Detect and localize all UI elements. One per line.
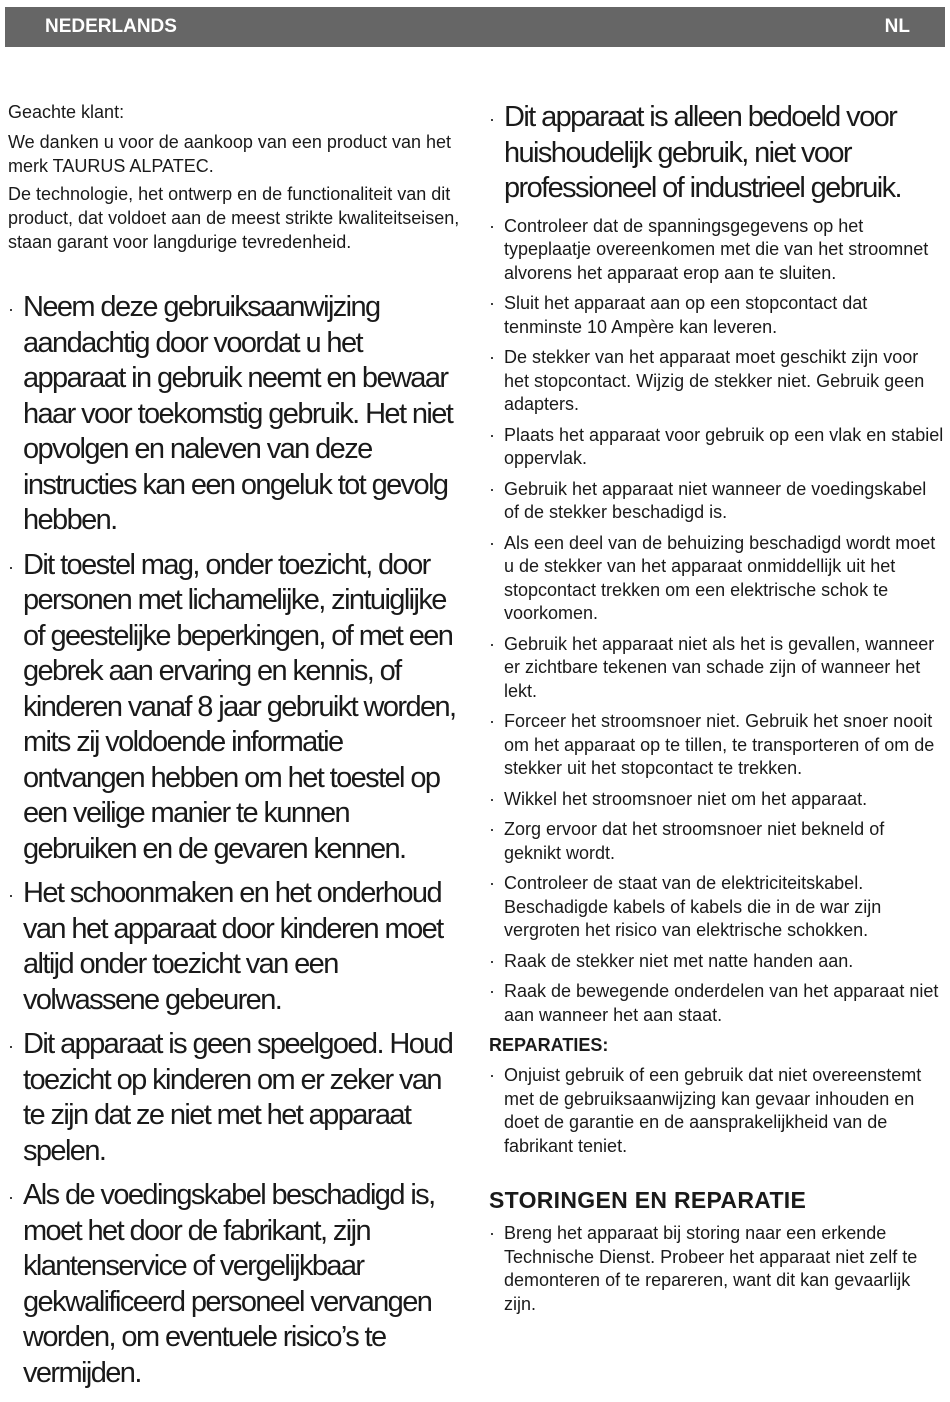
list-item — [489, 710, 945, 781]
item-text: Gebruik het apparaat niet wanneer de voedingskabel of de stekker beschadigd is. — [504, 478, 927, 522]
bullet-icon: · — [489, 532, 495, 553]
bullet-icon: · — [489, 711, 495, 731]
item-text: Als een deel van de behuizing beschadigd wordt moet u de stekker van het apparaat onmiddellijk uit het stopcontact trekken om een elektrische schok te voorkomen. — [504, 532, 936, 623]
bullet-icon: · — [489, 1223, 495, 1243]
list-item — [8, 290, 468, 539]
bullet-icon: · — [489, 1065, 495, 1085]
bullet-icon: · — [489, 981, 495, 1001]
thanks-text: We danken u voor de aankoop van een product van het merk TAURUS ALPATEC. — [8, 132, 451, 176]
item-text: Gebruik het apparaat niet als het is gevallen, wanneer er zichtbare tekenen van schade zijn of wanneer het lekt. — [504, 633, 935, 701]
item-text: Raak de stekker niet met natte handen aan. — [504, 950, 854, 971]
warning-text: Dit toestel mag, onder toezicht, door personen met lichamelijke, zintuiglijke of geestelijke beperkingen, of met een gebrek aan ervaring en kennis, of kinderen vanaf 8 jaar gebruikt worden, mits zij voldoende informatie ontvangen hebben om het toestel op een veilige manier te kunnen gebruiken en de gevaren kennen. — [23, 548, 456, 865]
warning-text: Dit apparaat is alleen bedoeld voor huishoudelijk gebruik, niet voor professioneel of industrieel gebruik. — [504, 101, 902, 204]
list-item — [489, 950, 945, 974]
item-text: Sluit het apparaat aan op een stopcontact dat tenminste 10 Ampère kan leveren. — [504, 293, 868, 337]
bullet-icon: · — [8, 885, 14, 905]
left-column — [8, 100, 468, 1400]
language-header-bar — [5, 7, 945, 47]
item-text: Wikkel het stroomsnoer niet om het apparaat. — [504, 788, 868, 809]
bullet-icon: · — [489, 788, 495, 809]
list-item — [8, 548, 468, 868]
list-item — [489, 1222, 945, 1316]
greeting-text: Geachte klant: — [8, 102, 125, 122]
list-item — [489, 872, 945, 943]
bullet-icon: · — [8, 299, 14, 319]
bullet-icon: · — [489, 873, 495, 893]
item-text: Controleer de staat van de elektriciteitskabel. Beschadigde kabels of kabels die in de war zijn vergroten het risico van elektrische schokken. — [504, 873, 882, 940]
warning-text: Het schoonmaken en het onderhoud van het apparaat door kinderen moet altijd onder toezicht van een volwassene gebeuren. — [23, 877, 443, 1016]
faults-list — [489, 1222, 945, 1316]
bullet-icon: · — [489, 424, 495, 445]
language-name: NEDERLANDS — [45, 16, 177, 37]
safety-warnings-list — [8, 290, 468, 1391]
right-column — [489, 100, 945, 1323]
list-item — [489, 346, 945, 417]
language-code: NL — [884, 16, 910, 37]
list-item — [8, 1178, 468, 1391]
bullet-icon: · — [489, 478, 495, 499]
item-text: Raak de bewegende onderdelen van het apparaat niet aan wanneer het aan staat. — [504, 981, 939, 1025]
bullet-icon: · — [489, 950, 495, 971]
list-item — [8, 1027, 468, 1169]
repairs-heading: REPARATIES: — [489, 1035, 609, 1055]
list-item — [8, 876, 468, 1018]
list-item — [489, 1064, 945, 1158]
household-use-warning — [489, 100, 945, 207]
faults-heading: STORINGEN EN REPARATIE — [489, 1187, 807, 1213]
item-text: Controleer dat de spanningsgegevens op het typeplaatje overeenkomen met die van het stroomnet alvorens het apparaat erop aan te sluiten. — [504, 215, 929, 283]
warning-text: Neem deze gebruiksaanwijzing aandachtig door voordat u het apparaat in gebruik neemt en bewaar haar voor toekomstig gebruik. Het niet opvolgen en naleven van deze instructies kan een ongeluk tot gevolg hebben. — [23, 291, 453, 536]
list-item — [489, 980, 945, 1027]
intro-section — [8, 100, 468, 254]
warning-text: Dit apparaat is geen speelgoed. Houd toezicht op kinderen om er zeker van te zijn dat ze niet met het apparaat spelen. — [23, 1028, 453, 1167]
quality-text: De technologie, het ontwerp en de functionaliteit van dit product, dat voldoet aan de meest strikte kwaliteitseisen, staan garant voor langdurige tevredenheid. — [8, 184, 460, 252]
bullet-icon: · — [489, 633, 495, 654]
item-text: Breng het apparaat bij storing naar een erkende Technische Dienst. Probeer het apparaat niet zelf te demonteren of te repareren, want dit kan gevaarlijk zijn. — [504, 1223, 918, 1314]
item-text: Onjuist gebruik of een gebruik dat niet overeenstemt met de gebruiksaanwijzing kan gevaar inhouden en doet de garantie en de aansprakelijkheid van de fabrikant teniet. — [504, 1065, 922, 1156]
bullet-icon: · — [8, 1187, 14, 1207]
bullet-icon: · — [489, 293, 495, 313]
list-item — [489, 292, 945, 339]
bullet-icon: · — [8, 1036, 14, 1056]
warning-text: Als de voedingskabel beschadigd is, moet het door de fabrikant, zijn klantenservice of vergelijkbaar gekwalificeerd personeel vervangen worden, om eventuele risico’s te vermijden. — [23, 1179, 435, 1389]
item-text: Forceer het stroomsnoer niet. Gebruik het snoer nooit om het apparaat op te tillen, te transporteren of om de stekker uit het stopcontact te trekken. — [504, 711, 935, 778]
bullet-icon: · — [489, 109, 495, 129]
list-item — [489, 215, 945, 286]
bullet-icon: · — [8, 556, 14, 577]
list-item — [489, 478, 945, 525]
bullet-icon: · — [489, 215, 495, 236]
item-text: De stekker van het apparaat moet geschikt zijn voor het stopcontact. Wijzig de stekker niet. Gebruik geen adapters. — [504, 347, 925, 414]
list-item — [489, 633, 945, 704]
list-item — [489, 818, 945, 865]
list-item — [489, 532, 945, 626]
item-text: Zorg ervoor dat het stroomsnoer niet bekneld of geknikt wordt. — [504, 819, 885, 863]
bullet-icon: · — [489, 819, 495, 839]
list-item — [489, 100, 945, 207]
repairs-list — [489, 1064, 945, 1158]
bullet-icon: · — [489, 347, 495, 367]
list-item — [489, 424, 945, 471]
item-text: Plaats het apparaat voor gebruik op een vlak en stabiel oppervlak. — [504, 424, 944, 468]
electrical-safety-list — [489, 215, 945, 1028]
list-item — [489, 788, 945, 812]
